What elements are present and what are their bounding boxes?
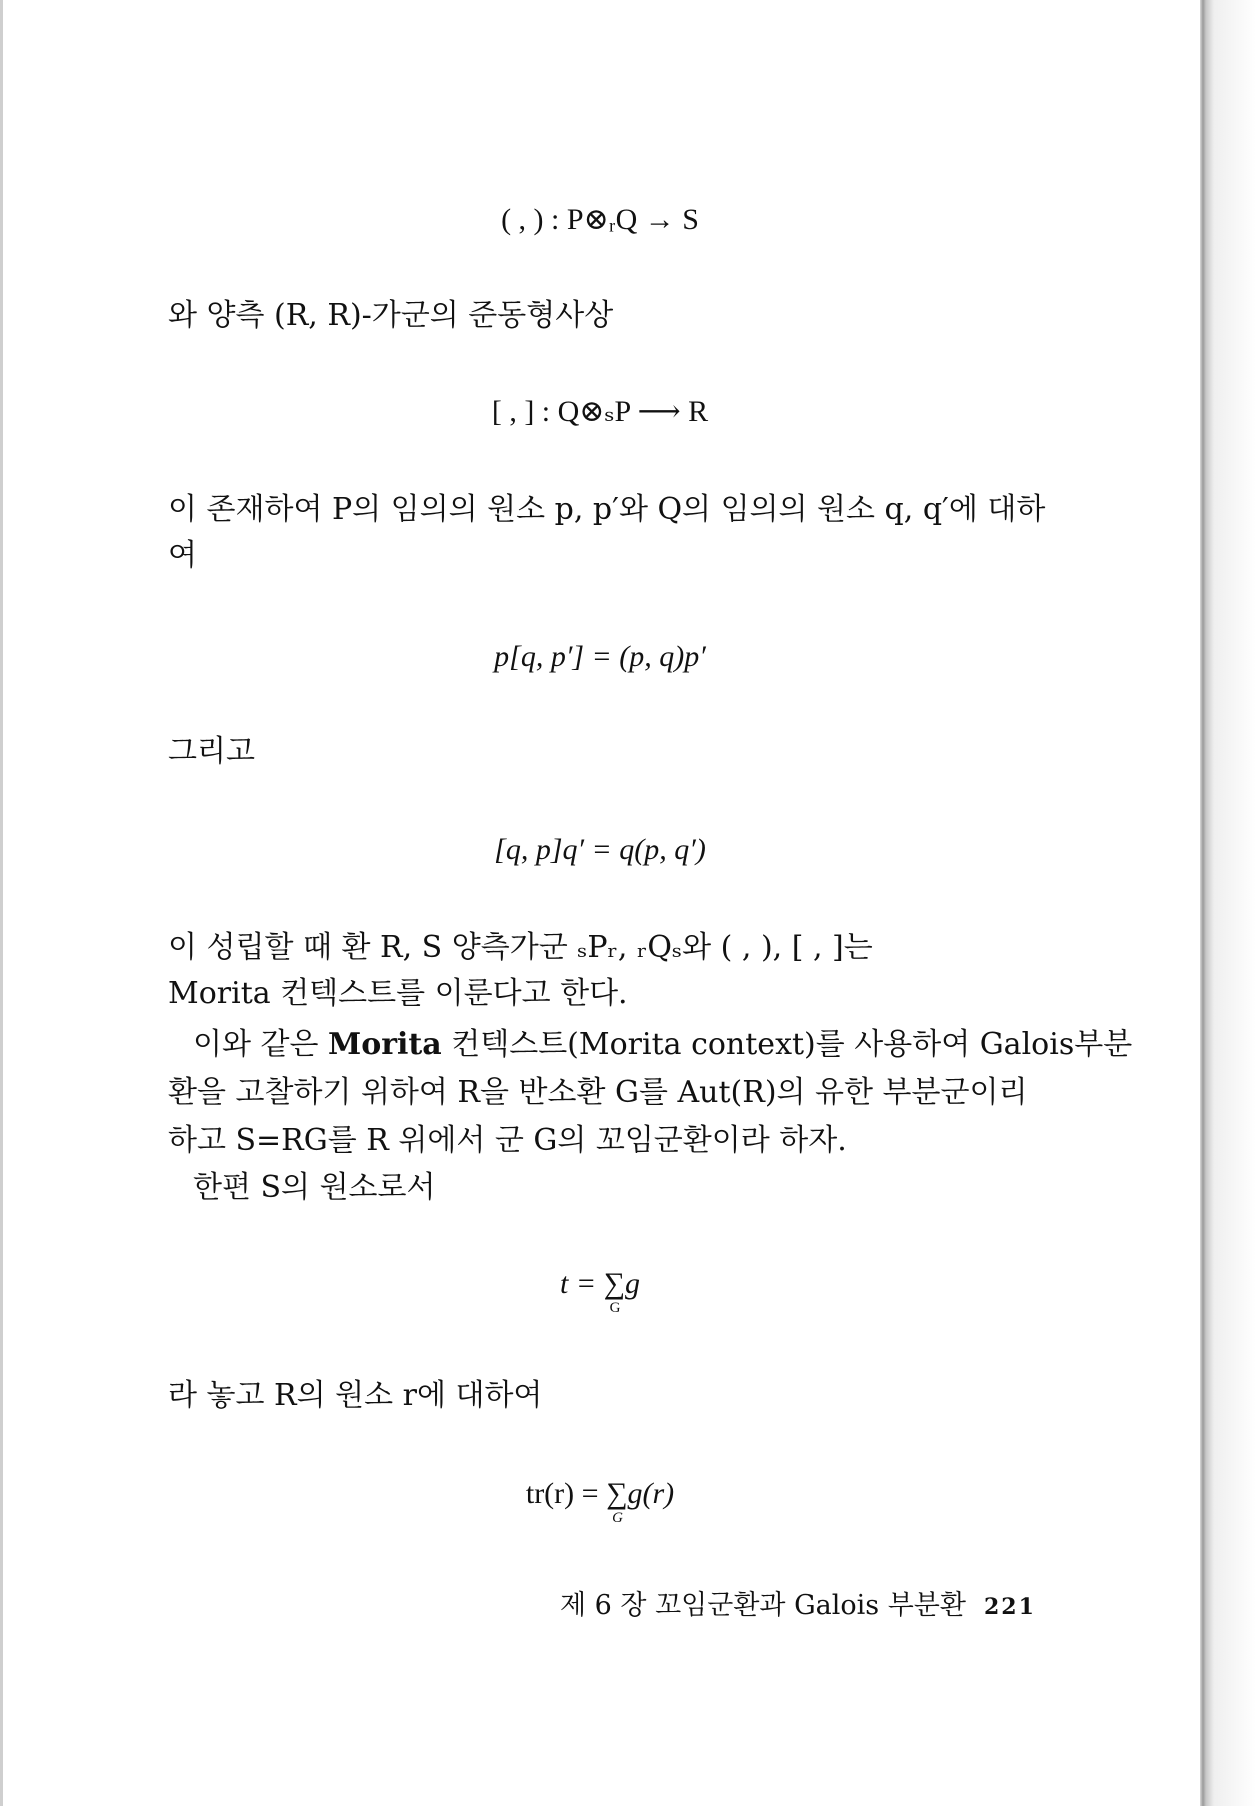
text-span: 이와 같은: [193, 1027, 328, 1062]
summation-symbol: [606, 1474, 628, 1526]
text-line: 그리고: [168, 734, 255, 769]
text-line: 라 놓고 R의 원소 r에 대하여: [168, 1378, 543, 1413]
paragraph-line: [193, 1025, 1132, 1065]
page-footer: [560, 1583, 1036, 1622]
summation-symbol: [603, 1264, 625, 1316]
equation-trace-element: [0, 1264, 1200, 1316]
equation-pairing-square: [ , ] : Q⊗ₛP ⟶ R: [491, 395, 709, 428]
text-line: 한편 S의 원소로서: [193, 1170, 436, 1205]
text-line: 와 양측 (R, R)-가군의 준동형사상: [168, 298, 614, 333]
text-line: 이 성립할 때 환 R, S 양측가군 ₛPᵣ, ᵣQₛ와 ( , ), [ , ]는: [168, 930, 873, 965]
page-edge-shadow: [1200, 0, 1256, 1806]
text-line: 이 존재하여 P의 임의의 원소 p, p′와 Q의 임의의 원소 q, q′에 대하: [168, 492, 1046, 527]
sigma: ∑: [603, 1267, 625, 1300]
eq-lhs: tr(r) =: [525, 1477, 607, 1510]
page-number: 221: [983, 1594, 1036, 1620]
text-line: 환을 고찰하기 위하여 R을 반소환 G를 Aut(R)의 유한 부분군이리: [168, 1075, 1028, 1110]
text-line: 여: [168, 538, 197, 573]
summation-subscript: G: [612, 1510, 623, 1526]
eq-rhs: g: [624, 1267, 640, 1300]
page-left-edge: [0, 0, 3, 1806]
equation-trace: [0, 1474, 1200, 1526]
text-line: Morita 컨텍스트를 이룬다고 한다.: [168, 976, 628, 1011]
equation-pairing-round: ( , ) : P⊗ᵣQ → S: [501, 203, 699, 236]
eq-lhs: t =: [560, 1267, 604, 1300]
eq-rhs: g(r): [627, 1477, 675, 1510]
text-line: 하고 S=RG를 R 위에서 군 G의 꼬임군환이라 하자.: [168, 1123, 847, 1158]
running-head: 제 6 장 꼬임군환과 Galois 부분환: [560, 1590, 966, 1621]
text-span: 컨텍스트(Morita context)를 사용하여 Galois부분: [441, 1027, 1133, 1062]
equation-associativity-2: [q, p]q′ = q(p, q′): [494, 833, 706, 866]
summation-subscript: G: [609, 1300, 621, 1316]
sigma: ∑: [606, 1477, 628, 1510]
bold-term-morita: Morita: [328, 1027, 442, 1062]
equation-associativity-1: p[q, p′] = (p, q)p′: [494, 640, 706, 673]
